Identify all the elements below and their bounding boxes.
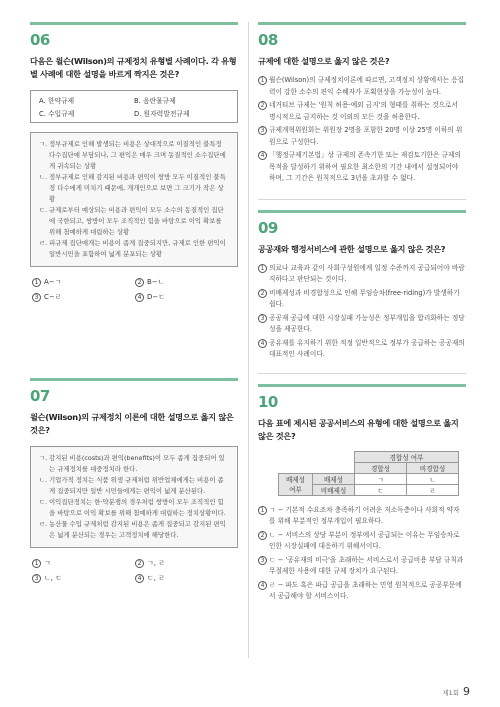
excludability-header: 배제성 여부	[279, 473, 313, 495]
rivalry-col-rival: 경합성	[355, 462, 407, 473]
case-a: A. 한약규제	[39, 97, 75, 105]
statement-text: 감지된 비용(costs)과 편익(benefits)이 모두 좁게 집중되어 있는 규제정치를 대중정치라 한다.	[49, 454, 225, 473]
question-text: 규제에 대한 설명으로 옳지 않은 것은?	[258, 56, 390, 66]
table-cell: ㄹ	[407, 484, 459, 495]
answer-option[interactable]	[135, 573, 238, 583]
option-number: 3	[258, 556, 267, 565]
answer-option[interactable]	[258, 313, 466, 336]
question-number: 08	[258, 31, 278, 49]
option-number: 4	[258, 339, 267, 348]
answer-option[interactable]	[258, 580, 466, 603]
answer-options	[30, 558, 238, 583]
option-text: C−ㄹ	[44, 293, 62, 301]
option-number: 2	[258, 531, 267, 540]
answer-options	[258, 75, 466, 185]
answer-option[interactable]	[32, 558, 135, 568]
question-09	[258, 210, 466, 361]
answer-option[interactable]	[258, 75, 466, 98]
answer-options	[258, 505, 466, 603]
statement-item	[39, 238, 229, 260]
question-number: 07	[30, 387, 50, 405]
question-10	[258, 384, 466, 603]
option-number: 3	[258, 126, 267, 135]
table-cell: ㄷ	[355, 484, 407, 495]
statement-mark: ㄹ.	[39, 520, 48, 528]
option-text: ㄱ − 기본적 수요조차 충족하기 어려운 저소득층이나 사회적 약자를 위해 부분적인 정부개입이 필요하다.	[269, 505, 460, 525]
case-pairs-box	[30, 90, 238, 123]
option-number: 1	[258, 264, 267, 273]
option-number: 3	[32, 293, 41, 302]
option-text: ㄴ − 서비스의 상당 부분이 정부에서 공급되는 이유는 무임승차로 인한 시장실패에 대응하기 위해서이다.	[269, 530, 460, 550]
statement-mark: ㄴ.	[39, 173, 48, 181]
statement-text: 피규제 집단에게는 비용이 좁게 집중되지만, 규제로 인한 편익이 일반시민을 포함하여 넓게 분포되는 상황	[49, 239, 226, 258]
option-number: 2	[135, 278, 144, 287]
question-06	[30, 22, 238, 302]
answer-option[interactable]	[258, 555, 466, 578]
statement-text: 정부규제로 인해 감지된 비용과 편익이 쌍방 모두 이질적인 불특정 다수에게 미치기 때문에, 개개인으로 보면 그 크기가 작은 상황	[49, 173, 226, 203]
statement-mark: ㄷ.	[39, 206, 48, 214]
statement-item	[39, 475, 229, 497]
option-number: 2	[258, 289, 267, 298]
statement-item	[39, 453, 229, 475]
option-text: ㄷ − '공유재의 비극'을 초래하는 서비스로서 공급비용 부담 규칙과 무절제한 사용에 대한 규제 장치가 요구된다.	[269, 555, 464, 575]
option-number: 1	[32, 278, 41, 287]
answer-option[interactable]	[135, 277, 238, 287]
rivalry-header: 경합성 여부	[355, 451, 459, 462]
option-text: B−ㄴ	[147, 278, 165, 286]
case-d: D. 원자력발전규제	[134, 110, 190, 118]
option-text: 네거티브 규제는 '원칙 허용-예외 금지'의 형태를 취하는 것으로서 명시적으로 금지하는 것 이외의 모든 것을 허용한다.	[269, 101, 458, 121]
left-column	[30, 22, 238, 583]
option-text: A−ㄱ	[44, 278, 62, 286]
column-divider	[248, 22, 249, 658]
option-text: D−ㄷ	[147, 293, 166, 301]
answer-options	[258, 263, 466, 361]
question-number: 10	[258, 392, 278, 411]
answer-option[interactable]	[32, 277, 135, 287]
question-header	[258, 384, 466, 411]
statement-mark: ㄱ.	[39, 140, 48, 148]
question-text: 윌슨(Wilson)의 규제정치 이론에 대한 설명으로 옳지 않은 것은?	[30, 412, 234, 435]
statement-mark: ㄴ.	[39, 476, 48, 484]
question-header	[258, 210, 466, 237]
case-b: B. 음란물규제	[134, 97, 176, 105]
statement-item	[39, 497, 229, 519]
question-number: 06	[30, 31, 50, 49]
section-separator	[258, 199, 466, 200]
question-header	[30, 378, 238, 405]
answer-option[interactable]	[258, 338, 466, 361]
section-separator	[258, 373, 466, 374]
option-text: 비배제성과 비경합성으로 인해 무임승차(free-riding)가 발생하기 쉽다.	[269, 288, 460, 308]
option-number: 1	[258, 76, 267, 85]
option-text: 규제개혁위원회는 위원장 2명을 포함한 20명 이상 25명 이하의 위원으로 구성한다.	[269, 126, 463, 146]
page-number: 9	[463, 685, 470, 698]
rivalry-col-nonrival: 비경합성	[407, 462, 459, 473]
answer-options	[30, 277, 238, 302]
question-header	[258, 22, 466, 49]
option-number: 2	[258, 101, 267, 110]
option-text: 공공재 공급에 대한 시장실패 가능성은 정부개입을 합리화하는 정당성을 제공한다.	[269, 313, 465, 333]
option-text: ㄱ, ㄹ	[147, 559, 165, 567]
answer-option[interactable]	[258, 505, 466, 528]
option-number: 1	[258, 506, 267, 515]
statement-item	[39, 172, 229, 205]
service-type-table	[278, 451, 459, 496]
table-cell: ㄴ	[407, 473, 459, 484]
statement-text: 규제로부터 예상되는 비용과 편익이 모두 소수의 동질적인 집단에 국한되고, 쌍방이 모두 조직적인 힘을 바탕으로 이익 확보를 위해 첨예하게 대립하는 상황	[49, 206, 224, 236]
statement-mark: ㄹ.	[39, 239, 48, 247]
option-number: 1	[32, 559, 41, 568]
option-number: 4	[135, 293, 144, 302]
option-number: 2	[135, 559, 144, 568]
option-number: 3	[32, 574, 41, 583]
statement-text: 이익집단정치는 한·약분쟁의 경우처럼 쌍방이 모두 조직적인 힘을 바탕으로 이익 확보를 위해 첨예하게 대립하는 정치상황이다.	[49, 498, 226, 517]
option-text: ㄴ, ㄷ	[44, 574, 62, 582]
excludability-row-excludable: 배제성	[313, 473, 355, 484]
answer-option[interactable]	[258, 263, 466, 286]
question-text: 다음은 윌슨(Wilson)의 규제정치 유형별 사례이다. 각 유형별 사례에 대한 설명을 바르게 짝지은 것은?	[30, 56, 237, 79]
statement-item	[39, 205, 229, 238]
option-text: ㄷ, ㄹ	[147, 574, 165, 582]
answer-option[interactable]	[32, 292, 135, 302]
table-cell: ㄱ	[355, 473, 407, 484]
answer-option[interactable]	[258, 150, 466, 185]
statement-item	[39, 519, 229, 541]
option-text: 「행정규제기본법」상 규제의 존속기한 또는 재검토기한은 규제의 목적을 달성하기 위하여 필요한 최소한의 기간 내에서 설정되어야 하며, 그 기간은 원칙적으로 3년을 초과할 수 없다.	[269, 151, 461, 182]
question-header	[30, 22, 238, 49]
statement-text: 농산물 수입 규제처럼 감지된 비용은 좁게 집중되고 감지된 편익은 넓게 분산되는 경우는 고객정치에 해당한다.	[49, 520, 226, 539]
excludability-row-nonexcludable: 비배제성	[313, 484, 355, 495]
option-text: 의료나 교육과 같이 사회구성원에게 일정 수준까지 공급되어야 바람직하다고 판단되는 것이다.	[269, 263, 465, 283]
right-column	[258, 22, 466, 605]
option-number: 3	[258, 314, 267, 323]
statement-item	[39, 139, 229, 172]
option-text: ㄹ − 파도 혹은 파급 공급을 초래하는 민영 원칙적으로 공공부문에서 공급해야 할 서비스이다.	[269, 580, 462, 600]
answer-option[interactable]	[135, 558, 238, 568]
option-number: 4	[135, 574, 144, 583]
answer-option[interactable]	[32, 573, 135, 583]
statement-box	[30, 446, 238, 548]
statement-box	[30, 132, 238, 267]
question-text: 공공재와 행정서비스에 관한 설명으로 옳지 않은 것은?	[258, 243, 446, 254]
answer-option[interactable]	[258, 100, 466, 123]
question-07	[30, 378, 238, 583]
option-text: 공유재를 유지하기 위한 적정 일반적으로 정부가 공급하는 공공재의 대표적인 사례이다.	[269, 338, 465, 358]
question-number: 09	[258, 218, 278, 237]
option-text: ㄱ	[44, 559, 51, 567]
answer-option[interactable]	[258, 530, 466, 553]
answer-option[interactable]	[258, 288, 466, 311]
option-number: 4	[258, 581, 267, 590]
option-number: 4	[258, 151, 267, 160]
option-text: 윌슨(Wilson)의 규제정치이론에 따르면, 고객정치 상황에서는 응집력이 강한 소수의 편익 수혜자가 포획현상을 가능성이 높다.	[269, 76, 465, 96]
exam-round-label: 제1회	[442, 689, 459, 697]
statement-text: 정부규제로 인해 발생되는 비용은 상대적으로 이질적인 불특정 다수집단에 부담되나, 그 편익은 매우 크며 동질적인 소수집단에게 귀속되는 상황	[49, 140, 226, 170]
question-text: 다음 표에 제시된 공공서비스의 유형에 대한 설명으로 옳지 않은 것은?	[258, 417, 459, 441]
statement-mark: ㄱ.	[39, 454, 48, 462]
case-c: C. 수입규제	[39, 110, 75, 118]
page-footer	[442, 685, 470, 698]
statement-mark: ㄷ.	[39, 498, 48, 506]
question-08	[258, 22, 466, 185]
answer-option[interactable]	[258, 125, 466, 148]
statement-text: 기업가적 정치는 식품 위생 규제처럼 위반업체에게는 비용이 좁게 집중되지만 일반 시민들에게는 편익이 넓게 분산된다.	[49, 476, 224, 495]
answer-option[interactable]	[135, 292, 238, 302]
